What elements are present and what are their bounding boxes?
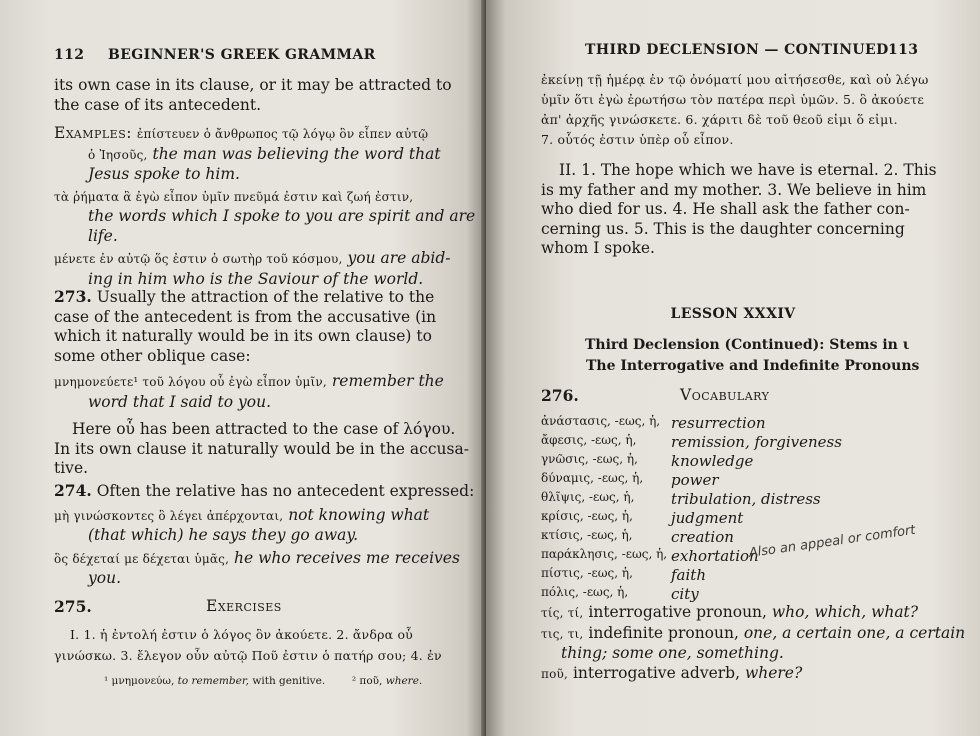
section-274: [54, 481, 474, 589]
vocabulary-list: [541, 414, 961, 604]
vocab-english: faith: [671, 566, 706, 584]
translation: life.: [88, 226, 118, 245]
vocab-greek: ἄφεσις, -εως, ἡ,: [541, 433, 637, 447]
greek-text: ἐπίστευεν ὁ ἄνθρωπος τῷ λόγῳ ὃν εἶπεν αὐτῷ: [136, 127, 429, 141]
exercise-part-2: [541, 161, 937, 259]
text-line: some other oblique case:: [54, 346, 251, 365]
vocab-greek: κτίσις, -εως, ἡ,: [541, 528, 633, 542]
translation: thing; some one, something.: [561, 644, 784, 662]
greek-text: τις, τι,: [541, 626, 584, 641]
section-number: 275.: [54, 597, 92, 616]
exercises-text: [54, 624, 442, 666]
vocab-greek: γνῶσις, -εως, ἡ,: [541, 452, 638, 466]
examples-label: Examples:: [54, 124, 132, 142]
footnote-gloss: to remember,: [177, 675, 250, 687]
vocab-english: resurrection: [671, 414, 766, 432]
translation: the man was believing the word that: [152, 144, 441, 163]
vocab-english: knowledge: [671, 452, 754, 470]
translation: the words which I spoke to you are spirit and are: [88, 207, 476, 225]
section-number: 274.: [54, 481, 92, 500]
translation: remember the: [331, 372, 444, 390]
vocab-greek: πόλις, -εως, ἡ,: [541, 585, 629, 599]
vocab-english: judgment: [671, 509, 744, 527]
page-number: 113: [888, 42, 919, 58]
greek-text: 7. οὗτός ἐστιν ὑπὲρ οὗ εἶπον.: [541, 132, 734, 147]
translation: Jesus spoke to him.: [88, 165, 240, 183]
greek-text: I. 1. ἡ ἐντολή ἐστιν ὁ λόγος ὃν ἀκούετε. 2. ἄνδρα οὗ: [70, 627, 413, 642]
text-line: indefinite pronoun,: [588, 623, 739, 642]
section-number: 273.: [54, 287, 92, 306]
left-page: [0, 0, 486, 736]
translation: ing in him who is the Saviour of the world.: [88, 269, 424, 288]
greek-text: ἀπ' ἀρχῆς γινώσκετε. 6. χάριτι δὲ τοῦ θεοῦ εἰμι ὅ εἰμι.: [541, 112, 898, 127]
footnote-greek: ¹ μνημονεύω,: [104, 675, 175, 687]
translation: he who receives me receives: [234, 548, 460, 567]
vocab-english: exhortation: [671, 547, 759, 565]
footnote-greek: ² ποῦ,: [351, 675, 383, 687]
text-line: Usually the attraction of the relative to the: [96, 288, 435, 306]
text-line: case of the antecedent is from the accusative (in: [54, 307, 437, 326]
translation: one, a certain one, a certain: [743, 623, 966, 642]
translation: you are abid-: [347, 249, 451, 267]
right-page: [486, 0, 980, 736]
footnote-text: with genitive.: [252, 675, 326, 687]
translation: who, which, what?: [771, 603, 919, 621]
greek-text: τὰ ῥήματα ἃ ἐγὼ εἶπον ὑμῖν πνεῦμά ἐστιν καὶ ζωή ἐστιν,: [54, 189, 414, 204]
page-number: 112: [54, 47, 85, 63]
section-275: [54, 597, 92, 617]
vocab-greek: δύναμις, -εως, ἡ,: [541, 471, 644, 485]
vocab-greek: παράκλησις, -εως, ἡ,: [541, 547, 668, 561]
greek-text: τίς, τί,: [541, 606, 584, 620]
vocab-greek: θλῖψις, -εως, ἡ,: [541, 490, 635, 504]
translation: word that I said to you.: [88, 392, 272, 411]
greek-text: μὴ γινώσκοντες ὃ λέγει ἀπέρχονται,: [54, 508, 284, 523]
vocab-english: creation: [671, 528, 734, 546]
intro-text: [54, 76, 452, 115]
vocabulary-heading: Vocabulary: [680, 386, 770, 404]
running-head: BEGINNER'S GREEK GRAMMAR: [108, 47, 376, 63]
greek-text: ὁ Ἰησοῦς,: [88, 147, 148, 162]
section-number: 276.: [541, 386, 579, 405]
greek-text: ὑμῖν ὅτι ἐγὼ ἐρωτήσω τὸν πατέρα περὶ ὑμῶν. 5. ὃ ἀκούετε: [541, 92, 925, 107]
greek-text: γινώσκω. 3. ἔλεγον οὖν αὐτῷ Ποῦ ἐστιν ὁ πατήρ σου; 4. ἐν: [54, 648, 442, 663]
section-273: [54, 287, 469, 479]
exercises-heading: Exercises: [206, 597, 282, 615]
lesson-subtitle: The Interrogative and Indefinite Pronouns: [586, 358, 920, 374]
vocab-english: remission, forgiveness: [671, 433, 842, 451]
greek-text: ἐκείνῃ τῇ ἡμέρᾳ ἐν τῷ ὀνόματί μου αἰτήσεσθε, καὶ οὐ λέγω: [541, 72, 929, 87]
text-line: which it naturally would be in its own clause) to: [54, 327, 432, 345]
handwritten-annotation: Also an appeal or comfort: [747, 522, 917, 561]
translation: you.: [88, 569, 121, 587]
vocab-english: tribulation, distress: [671, 490, 821, 508]
pronoun-entries: [541, 603, 965, 684]
greek-text: μνημονεύετε¹ τοῦ λόγου οὗ ἐγὼ εἶπον ὑμῖν,: [54, 375, 327, 389]
text-line: whom I spoke.: [541, 239, 655, 257]
vocab-english: city: [671, 585, 699, 603]
vocab-greek: κρίσις, -εως, ἡ,: [541, 509, 633, 523]
text-line: its own case in its clause, or it may be attracted to: [54, 76, 452, 94]
vocab-greek: ἀνάστασις, -εως, ἡ,: [541, 414, 661, 428]
text-line: cerning us. 5. This is the daughter concerning: [541, 219, 905, 238]
text-line: Often the relative has no antecedent expressed:: [96, 482, 475, 500]
text-line: interrogative pronoun,: [588, 603, 767, 621]
running-head: THIRD DECLENSION — CONTINUED: [585, 42, 889, 58]
lesson-title: LESSON XXXIV: [670, 306, 796, 322]
text-line: tive.: [54, 459, 89, 477]
text-line: the case of its antecedent.: [54, 95, 262, 114]
translation: not knowing what: [288, 505, 430, 524]
text-line: who died for us. 4. He shall ask the father con-: [541, 200, 910, 218]
vocab-english: power: [671, 471, 719, 489]
translation: where?: [744, 663, 803, 682]
translation: (that which) he says they go away.: [88, 526, 359, 544]
greek-text: ὃς δέχεταί με δέχεται ὑμᾶς,: [54, 551, 230, 566]
lesson-subtitle: Third Declension (Continued): Stems in ι: [585, 337, 910, 353]
greek-text: μένετε ἐν αὐτῷ ὅς ἐστιν ὁ σωτὴρ τοῦ κόσμου,: [54, 252, 343, 266]
text-line: II. 1. The hope which we have is eternal. 2. This: [559, 161, 937, 179]
text-line: In its own clause it naturally would be in the accusa-: [54, 439, 469, 458]
footnotes: [104, 675, 422, 687]
vocab-greek: πίστις, -εως, ἡ,: [541, 566, 633, 580]
text-line: interrogative adverb,: [572, 663, 741, 682]
text-line: is my father and my mother. 3. We believe in him: [541, 180, 927, 199]
greek-text: ποῦ,: [541, 666, 569, 681]
exercise-greek-continued: [541, 70, 929, 150]
examples-block: [54, 124, 475, 289]
footnote-gloss: where.: [385, 675, 423, 687]
text-line: Here οὗ has been attracted to the case of λόγου.: [72, 420, 456, 438]
